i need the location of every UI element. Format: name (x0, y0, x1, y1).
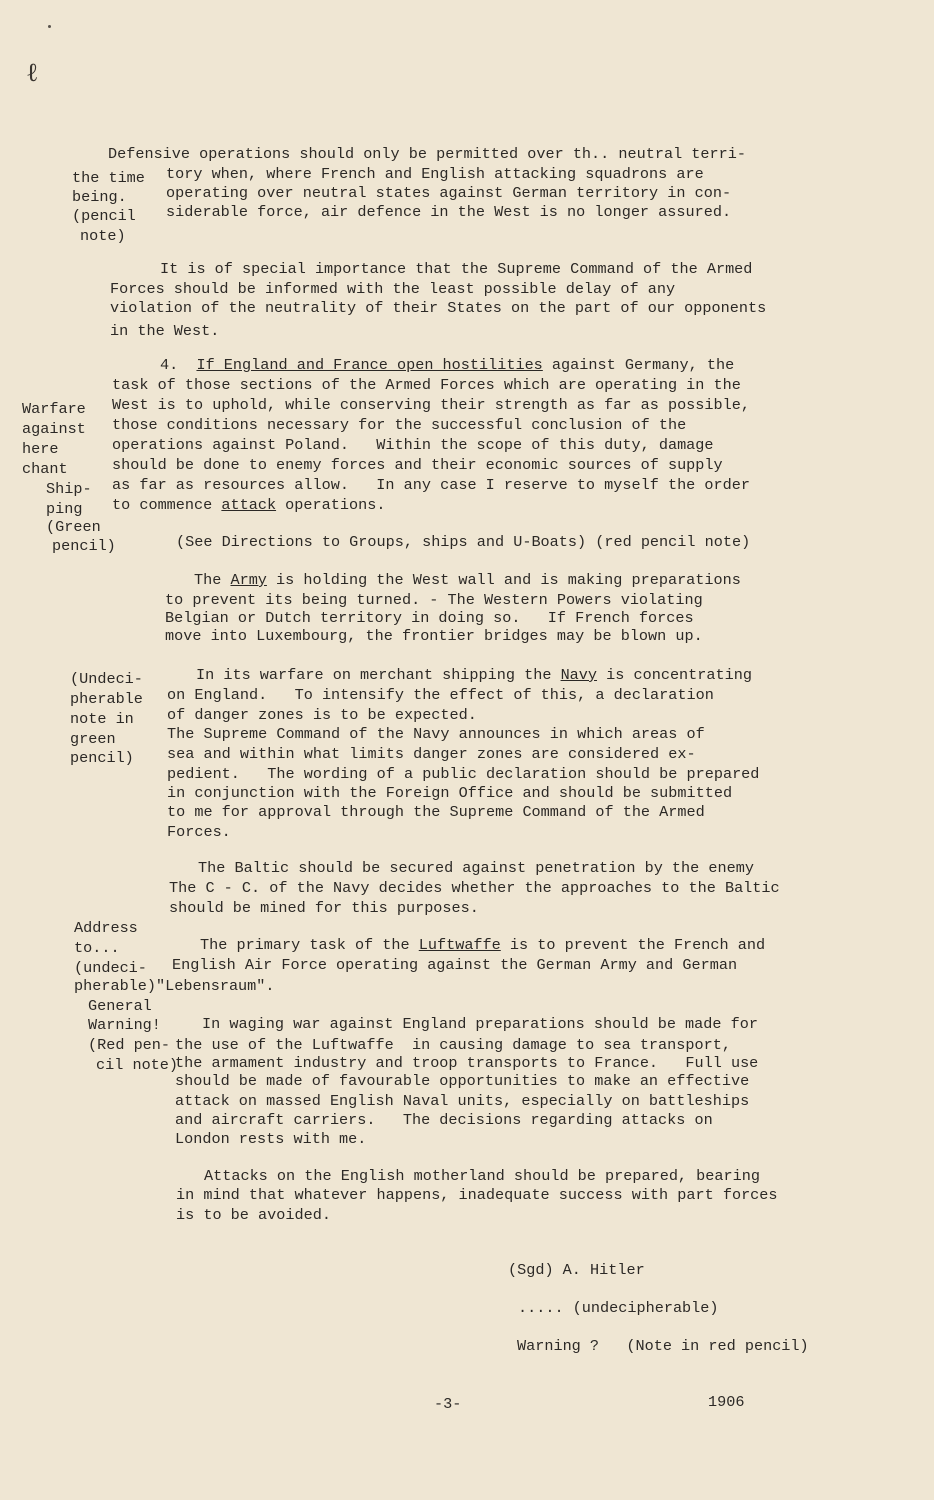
text-fragment: The primary task of the (200, 936, 419, 954)
text-fragment: against Germany, the (542, 356, 735, 374)
corner-mark: ℓ (26, 58, 39, 88)
text-line: pedient. The wording of a public declaration should be prepared (167, 765, 760, 783)
warning-note: Warning ? (Note in red pencil) (517, 1337, 809, 1355)
note-line: pencil) (70, 749, 134, 767)
note-line: here (22, 440, 59, 458)
text-line: those conditions necessary for the successful conclusion of the (112, 416, 687, 434)
text-line: London rests with me. (175, 1130, 367, 1148)
text-line (160, 356, 734, 374)
text-line: operations against Poland. Within the scope of this duty, damage (112, 436, 714, 454)
text-line: Forces. (167, 823, 231, 841)
text-line: The Supreme Command of the Navy announces in which areas of (167, 725, 705, 743)
note-line: (Undeci- (70, 670, 143, 688)
text-fragment: to commence (112, 496, 222, 514)
stray-mark (48, 25, 51, 28)
text-line: in conjunction with the Foreign Office and should be submitted (167, 784, 733, 802)
note-line: Warfare (22, 400, 86, 418)
note-line: Ship- (46, 480, 92, 498)
underlined-word: Army (230, 571, 267, 589)
text-fragment: operations. (276, 496, 386, 514)
text-line: attack on massed English Naval units, especially on battleships (175, 1092, 750, 1110)
text-fragment: In its warfare on merchant shipping the (196, 666, 561, 684)
text-line: violation of the neutrality of their States on the part of our opponents (110, 299, 767, 317)
note-line: (Red pen- (88, 1036, 171, 1054)
note-line: (undeci- (74, 959, 147, 977)
text-line: move into Luxembourg, the frontier bridges may be blown up. (165, 627, 703, 645)
directions-line: (See Directions to Groups, ships and U-Boats) (red pencil note) (176, 533, 751, 551)
text-line: It is of special importance that the Supreme Command of the Armed (160, 260, 753, 278)
text-line (196, 666, 752, 684)
text-line: Attacks on the English motherland should be prepared, bearing (204, 1167, 760, 1185)
text-line: West is to uphold, while conserving their strength as far as possible, (112, 396, 750, 414)
text-line: should be done to enemy forces and their economic sources of supply (112, 456, 723, 474)
note-line: Address (74, 919, 138, 937)
note-line: cil note) (96, 1056, 179, 1074)
note-line: note) (80, 227, 126, 245)
note-line: chant (22, 460, 68, 478)
text-line: sea and within what limits danger zones are considered ex- (167, 745, 696, 763)
text-line: on England. To intensify the effect of this, a declaration (167, 686, 714, 704)
text-line: is to be avoided. (176, 1206, 331, 1224)
text-fragment: The (194, 571, 231, 589)
text-line: to me for approval through the Supreme Command of the Armed (167, 803, 705, 821)
text-line: in mind that whatever happens, inadequate success with part forces (176, 1186, 778, 1204)
note-line: to... (74, 939, 120, 957)
text-fragment: is holding the West wall and is making preparations (266, 571, 741, 589)
note-line: against (22, 420, 86, 438)
text-line: Belgian or Dutch territory in doing so. If French forces (165, 609, 694, 627)
text-line: Defensive operations should only be permitted over th.. neutral terri- (108, 145, 746, 163)
text-fragment: is to prevent the French and (500, 936, 766, 954)
text-line: the use of the Luftwaffe in causing damage to sea transport, (175, 1036, 731, 1054)
text-line: The C - C. of the Navy decides whether the approaches to the Baltic (169, 879, 780, 897)
note-line: General (88, 997, 152, 1015)
text-line: the armament industry and troop transports to France. Full use (175, 1054, 759, 1072)
note-line: ping (46, 500, 83, 518)
text-line: operating over neutral states against German territory in con- (166, 184, 732, 202)
text-line (112, 496, 385, 514)
text-line: tory when, where French and English attacking squadrons are (166, 165, 704, 183)
text-line: to prevent its being turned. - The Western Powers violating (165, 591, 703, 609)
text-line: and aircraft carriers. The decisions regarding attacks on (175, 1111, 713, 1129)
note-line: (pencil (72, 207, 136, 225)
note-line: note in (70, 710, 134, 728)
text-line (194, 571, 741, 589)
document-number: 1906 (708, 1393, 745, 1411)
underlined-word: Luftwaffe (418, 936, 501, 954)
text-line: In waging war against England preparations should be made for (202, 1015, 758, 1033)
text-line: Forces should be informed with the least possible delay of any (110, 280, 676, 298)
text-fragment: is concentrating (597, 666, 752, 684)
text-line: siderable force, air defence in the West is no longer assured. (166, 203, 732, 221)
text-line: of danger zones is to be expected. (167, 706, 477, 724)
underlined-word: Navy (560, 666, 598, 684)
underlined-word: attack (221, 496, 277, 514)
text-line: English Air Force operating against the German Army and German (172, 956, 738, 974)
underlined-phrase: If England and France open hostilities (196, 356, 543, 374)
note-line: being. (72, 188, 127, 206)
text-line: in the West. (110, 322, 220, 340)
text-line: should be made of favourable opportunities to make an effective (175, 1072, 750, 1090)
note-line: pencil) (52, 537, 116, 555)
note-line: Warning! (88, 1016, 161, 1034)
undecipherable-note: ..... (undecipherable) (518, 1299, 719, 1317)
note-line: the time (72, 169, 145, 187)
text-line (200, 936, 765, 954)
text-line: should be mined for this purposes. (169, 899, 479, 917)
page-number: -3- (434, 1395, 462, 1413)
note-line: pherable)"Lebensraum". (74, 977, 275, 995)
note-line: (Green (46, 518, 101, 536)
note-line: green (70, 730, 116, 748)
note-line: pherable (70, 690, 143, 708)
text-line: as far as resources allow. In any case I reserve to myself the order (112, 476, 750, 494)
paragraph-number: 4. (160, 356, 179, 374)
text-line: The Baltic should be secured against penetration by the enemy (198, 859, 754, 877)
text-line: task of those sections of the Armed Forces which are operating in the (112, 376, 741, 394)
signature: (Sgd) A. Hitler (508, 1261, 645, 1279)
